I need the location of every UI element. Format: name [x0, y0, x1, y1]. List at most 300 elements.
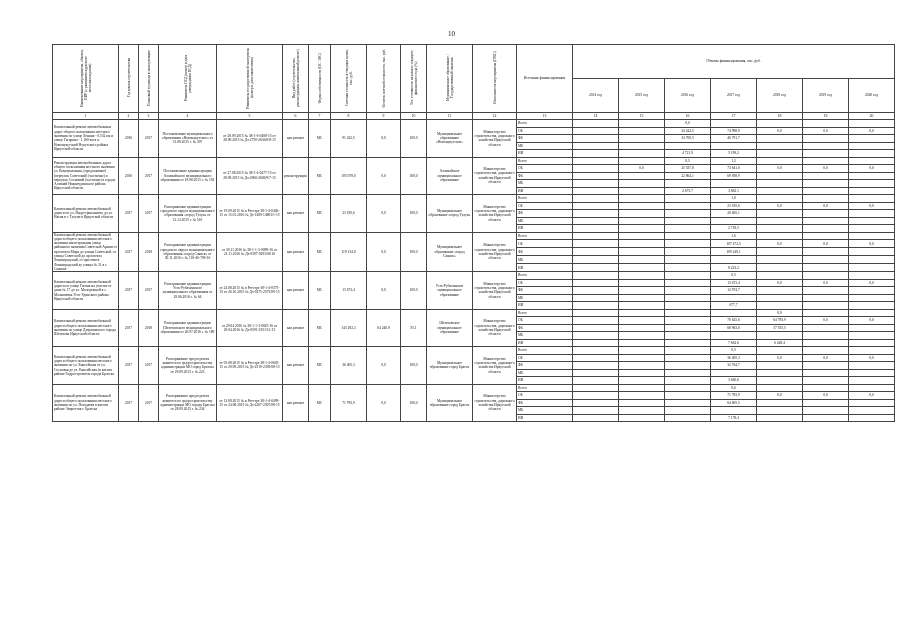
funding-value — [619, 127, 665, 135]
funding-value — [849, 302, 895, 310]
column-number: 11 — [427, 113, 473, 120]
funding-value: 0,5 — [711, 272, 757, 280]
funding-value — [803, 407, 849, 415]
cell-work: кап.ремонт — [283, 272, 309, 310]
financing-table — [52, 44, 895, 422]
funding-value — [803, 248, 849, 256]
funding-value — [711, 142, 757, 150]
funding-value — [803, 377, 849, 385]
funding-value — [757, 135, 803, 143]
funding-value — [757, 150, 803, 158]
cell-own: МС — [309, 384, 331, 422]
cell-name: Капитальный ремонт автомобильной дороги общего пользования местного значения по улице Дзержинского города Шелехова Иркутской области — [53, 309, 119, 347]
source-label: ИИ — [517, 225, 573, 233]
source-label: МБ — [517, 256, 573, 264]
funding-value: 4 721,9 — [665, 150, 711, 158]
funding-value — [665, 324, 711, 332]
funding-value — [573, 232, 619, 240]
funding-value — [849, 407, 895, 415]
cell-name: Капитальный ремонт автомобильной дороги общего пользования местного значения по ул. Енисейская от ул. Сосновая до ул. Енисейская (в жилом районе Гидростроитель города Братска — [53, 347, 119, 385]
funding-value: 3 682,1 — [711, 187, 757, 195]
funding-value — [619, 317, 665, 325]
funding-value — [757, 256, 803, 264]
funding-value — [619, 377, 665, 385]
funding-value — [803, 347, 849, 355]
funding-value — [665, 309, 711, 317]
funding-value: 76 625,6 — [711, 317, 757, 325]
source-label: ОБ — [517, 279, 573, 287]
funding-value — [849, 157, 895, 165]
funding-value — [573, 294, 619, 302]
funding-value: 3 640,6 — [711, 377, 757, 385]
funding-value — [849, 256, 895, 264]
funding-value — [573, 127, 619, 135]
cell-grbs: Министерство строительства, дорожного хозяйства Иркутской области — [473, 347, 517, 385]
funding-value — [757, 362, 803, 370]
funding-value — [619, 256, 665, 264]
funding-value: 1,6 — [711, 232, 757, 240]
funding-value — [665, 399, 711, 407]
table-row — [53, 309, 895, 317]
column-number: 12 — [473, 113, 517, 120]
funding-value — [803, 225, 849, 233]
cell-mo: Алзамайское муниципальное образование — [427, 157, 473, 195]
funding-value — [711, 120, 757, 128]
year-header: 2014 год — [573, 79, 619, 113]
funding-value — [619, 195, 665, 203]
funding-value: 71 783,9 — [711, 392, 757, 400]
funding-value: 34 700,5 — [665, 135, 711, 143]
funding-value: 0,0 — [619, 165, 665, 173]
funding-value: 7 662,6 — [711, 339, 757, 347]
cell-work: кап.ремонт — [283, 232, 309, 272]
source-label: Всего — [517, 272, 573, 280]
funding-value — [849, 264, 895, 272]
funding-value — [665, 339, 711, 347]
source-label: ИИ — [517, 187, 573, 195]
funding-value — [803, 294, 849, 302]
cell-rest: 64 240,9 — [367, 309, 401, 347]
funding-value — [803, 172, 849, 180]
funding-value — [619, 369, 665, 377]
header-label: Исполнитель мероприятия (ГРБС) — [492, 51, 497, 105]
column-number: 5 — [217, 113, 283, 120]
header-cell: Источник финансирования — [517, 45, 573, 113]
funding-value — [665, 317, 711, 325]
funding-value: 32 764,7 — [711, 362, 757, 370]
funding-value: 20 465,1 — [711, 210, 757, 218]
funding-value — [803, 256, 849, 264]
cell-end: 2017 — [139, 120, 159, 158]
funding-value — [849, 248, 895, 256]
funding-value — [803, 180, 849, 188]
funding-value — [849, 347, 895, 355]
funding-value: 34 422,5 — [665, 127, 711, 135]
cell-grbs: Министерство строительства, дорожного хозяйства Иркутской области — [473, 232, 517, 272]
header-label: Остаток сметной стоимости, тыс. руб. — [381, 48, 386, 108]
column-number: 8 — [331, 113, 367, 120]
funding-value: 1,2 — [711, 157, 757, 165]
funding-value — [619, 172, 665, 180]
funding-value — [573, 399, 619, 407]
cell-expertise: от 24.08.2015 № в Реестре 38-1-4-0375-15 от 26.10.2015 № Дз-0375-2575/09-15 — [217, 272, 283, 310]
column-number: 3 — [139, 113, 159, 120]
funding-value — [803, 324, 849, 332]
funding-value — [665, 392, 711, 400]
funding-value — [619, 135, 665, 143]
header-label: Форма собственности (ОС / МС) — [317, 52, 322, 104]
funding-value — [665, 272, 711, 280]
funding-value — [665, 377, 711, 385]
funding-value — [849, 232, 895, 240]
funding-value — [665, 294, 711, 302]
header-cell — [401, 45, 427, 113]
funding-value — [711, 217, 757, 225]
funding-value — [803, 384, 849, 392]
funding-value — [757, 347, 803, 355]
source-label: Всего — [517, 120, 573, 128]
cell-mo: Муниципальное образование «город Тулун» — [427, 195, 473, 233]
funding-value — [803, 362, 849, 370]
year-header: 2020 год — [849, 79, 895, 113]
funding-value: 0,0 — [803, 392, 849, 400]
cell-cost: 91 422,5 — [331, 120, 367, 158]
funding-value — [849, 195, 895, 203]
cell-work: кап.ремонт — [283, 195, 309, 233]
funding-value — [757, 232, 803, 240]
funding-value: 0,0 — [803, 127, 849, 135]
cell-ready: 100,0 — [401, 347, 427, 385]
funding-value — [619, 217, 665, 225]
funding-value — [573, 195, 619, 203]
funding-value — [757, 377, 803, 385]
funding-value — [619, 309, 665, 317]
cell-end: 2017 — [139, 347, 159, 385]
column-number: 16 — [665, 113, 711, 120]
year-header: 2017 год — [711, 79, 757, 113]
funding-value — [757, 172, 803, 180]
funding-value — [619, 248, 665, 256]
funding-value — [573, 210, 619, 218]
funding-value — [803, 195, 849, 203]
funding-value — [665, 347, 711, 355]
funding-value — [573, 392, 619, 400]
cell-cost: 23 185,6 — [331, 195, 367, 233]
funding-value — [757, 120, 803, 128]
funding-value: 64 783,9 — [757, 317, 803, 325]
funding-value: 0,0 — [849, 392, 895, 400]
funding-value — [757, 187, 803, 195]
funding-value — [803, 369, 849, 377]
funding-value: 46 791,7 — [711, 135, 757, 143]
funding-value: 0,0 — [803, 165, 849, 173]
funding-value — [619, 332, 665, 340]
funding-value — [573, 347, 619, 355]
cell-psd: Распоряжение председателя комитета по градостроительству администрации МО города Братска от 28.09.2015 г. № 234 — [159, 384, 217, 422]
cell-ready: 100,0 — [401, 195, 427, 233]
source-label: МБ — [517, 294, 573, 302]
funding-value — [665, 414, 711, 422]
funding-value — [711, 369, 757, 377]
cell-mo: Муниципальное образование город Братск — [427, 384, 473, 422]
cell-work: кап.ремонт — [283, 384, 309, 422]
funding-value — [619, 210, 665, 218]
cell-end: 2017 — [139, 384, 159, 422]
funding-value — [573, 202, 619, 210]
cell-name: Капитальный ремонт автомобильной дороги по улице Гагина на участке от дома № 17 до ул. Молодежной в с. Малышевка Усть-Удинского района Иркутской области — [53, 272, 119, 310]
funding-value: 0,0 — [803, 279, 849, 287]
funding-value — [573, 157, 619, 165]
funding-value — [757, 384, 803, 392]
funding-value — [619, 272, 665, 280]
funding-value: 0,5 — [711, 347, 757, 355]
funding-value: 2 673,7 — [665, 187, 711, 195]
column-number: 14 — [573, 113, 619, 120]
funding-value: 107 472,5 — [711, 240, 757, 248]
funding-value — [619, 294, 665, 302]
funding-value — [619, 354, 665, 362]
funding-value — [711, 309, 757, 317]
funding-value — [619, 407, 665, 415]
funding-value — [757, 142, 803, 150]
source-label: ИИ — [517, 150, 573, 158]
funding-value: 0,0 — [757, 127, 803, 135]
table-row — [53, 384, 895, 392]
cell-cost: 143 292,3 — [331, 309, 367, 347]
funding-value — [803, 135, 849, 143]
cell-grbs: Министерство строительства, дорожного хозяйства Иркутской области — [473, 384, 517, 422]
funding-value — [757, 332, 803, 340]
funding-value — [619, 384, 665, 392]
funding-value: 8 223,2 — [711, 264, 757, 272]
funding-value — [619, 202, 665, 210]
header-cell — [217, 45, 283, 113]
cell-start: 2016 — [119, 120, 139, 158]
funding-value — [573, 120, 619, 128]
funding-value: 73 641,0 — [711, 165, 757, 173]
funding-value — [573, 272, 619, 280]
funding-value: 5 199,2 — [711, 150, 757, 158]
source-label: МБ — [517, 217, 573, 225]
cell-own: МС — [309, 309, 331, 347]
funding-value — [573, 217, 619, 225]
funding-value: 74 998,9 — [711, 127, 757, 135]
source-label: ОБ — [517, 317, 573, 325]
funding-value — [803, 332, 849, 340]
cell-name: Реконструкция автомобильных дорог общего пользования местного значения ул. Коммунальная, (продолжение) (переулок Советский) (частично) и переулок Сосновый (частично) в городе Алзамай Нижнеудинского района Иркутской области — [53, 157, 119, 195]
header-label: Год начала строительства — [126, 58, 131, 98]
funding-value — [711, 180, 757, 188]
funding-value — [849, 172, 895, 180]
funding-value — [573, 279, 619, 287]
funding-value — [619, 339, 665, 347]
funding-value — [619, 279, 665, 287]
cell-work: кап.ремонт — [283, 120, 309, 158]
funding-value — [849, 225, 895, 233]
cell-end: 2018 — [139, 232, 159, 272]
funding-value: 13 672,4 — [711, 279, 757, 287]
source-label: ФБ — [517, 287, 573, 295]
cell-expertise: от 05.08.2015 № в Реестре 38-1-4-0645-15 от 29.09.2015 № Дз-2319-2339/08-15 — [217, 347, 283, 385]
header-label: Сметная стоимость в текущих ценах, тыс. руб. — [344, 49, 353, 107]
year-header: 2016 год — [665, 79, 711, 113]
cell-mo: Усть-Рубахинское муниципальное образование — [427, 272, 473, 310]
funding-value — [573, 332, 619, 340]
cell-name: Капитальный ремонт автомобильных дорог общего пользования местного значения по улице Ленина - 0,532 км и улице Гагарина - 1,160 км в п. Новонукутский Нукутского района Иркутской области — [53, 120, 119, 158]
funding-value — [665, 384, 711, 392]
funding-value — [665, 240, 711, 248]
source-label: МБ — [517, 407, 573, 415]
funding-value — [803, 187, 849, 195]
funding-value: 677,7 — [711, 302, 757, 310]
funding-value — [849, 272, 895, 280]
funding-value: 36 405,3 — [711, 354, 757, 362]
cell-expertise: от 28.09.2015 № 38-1-6-0480-15 от 28.09.2015 № Дз-2750-2636/6/8-15 — [217, 120, 283, 158]
funding-value: 69 958,9 — [711, 172, 757, 180]
funding-value: 0,0 — [849, 240, 895, 248]
funding-value: 23 185,6 — [711, 202, 757, 210]
cell-psd: Распоряжение председателя комитета по градостроительству администрации МО город Братска от 29.09.2015 г. № 223 — [159, 347, 217, 385]
year-header: 2019 год — [803, 79, 849, 113]
funding-value — [849, 120, 895, 128]
source-label: ИИ — [517, 302, 573, 310]
funding-value — [573, 165, 619, 173]
header-cell — [309, 45, 331, 113]
funding-value — [803, 309, 849, 317]
cell-psd: Постановление муниципального образования «Новонукутское» от 31.08.2015 г. № 307 — [159, 120, 217, 158]
funding-value — [573, 317, 619, 325]
funding-value — [665, 232, 711, 240]
funding-value: 0,0 — [757, 392, 803, 400]
funding-value — [665, 180, 711, 188]
funding-value — [849, 414, 895, 422]
cell-own: МС — [309, 157, 331, 195]
funding-value: 0,9 — [757, 309, 803, 317]
funding-value — [573, 256, 619, 264]
funding-value — [619, 150, 665, 158]
column-number: 10 — [401, 113, 427, 120]
funding-value — [849, 332, 895, 340]
source-label: ФБ — [517, 324, 573, 332]
funding-value — [573, 384, 619, 392]
header-label: Реквизиты государственной экспертизы (номер и дата заключения) — [245, 47, 254, 109]
funding-value — [757, 302, 803, 310]
funding-value — [665, 195, 711, 203]
funding-value — [849, 287, 895, 295]
cell-ready: 100,0 — [401, 157, 427, 195]
cell-expertise: от 29.04.2016 № 38-1-1-3-0025-16 от 29.04.2016 № Дз-0591-2551/12-15 — [217, 309, 283, 347]
column-number: 7 — [309, 113, 331, 120]
cell-ready: 100,0 — [401, 272, 427, 310]
funding-value — [665, 332, 711, 340]
funding-value — [757, 195, 803, 203]
cell-own: МС — [309, 195, 331, 233]
header-cell — [119, 45, 139, 113]
funding-value: 0,0 — [757, 279, 803, 287]
funding-header: Объемы финансирования, тыс. руб. — [573, 45, 895, 79]
cell-own: МС — [309, 232, 331, 272]
funding-value: 0,0 — [803, 240, 849, 248]
funding-value — [619, 264, 665, 272]
funding-value — [803, 150, 849, 158]
funding-value — [573, 407, 619, 415]
funding-value — [619, 414, 665, 422]
funding-value: 22 864,1 — [665, 172, 711, 180]
funding-value — [573, 187, 619, 195]
funding-value — [849, 217, 895, 225]
funding-value — [803, 414, 849, 422]
year-header: 2018 год — [757, 79, 803, 113]
funding-value — [757, 217, 803, 225]
funding-value — [619, 399, 665, 407]
funding-value: 12 974,7 — [711, 287, 757, 295]
funding-value — [711, 256, 757, 264]
column-number: 19 — [803, 113, 849, 120]
funding-value — [757, 414, 803, 422]
funding-value — [849, 324, 895, 332]
cell-ready: 55,1 — [401, 309, 427, 347]
cell-rest: 0,0 — [367, 120, 401, 158]
funding-value — [757, 225, 803, 233]
funding-value: 0,0 — [803, 354, 849, 362]
cell-cost: 105 078,0 — [331, 157, 367, 195]
cell-psd: Распоряжение администрации городского округа муниципального образования «город Саянск» от 30.11.2016 г. № 110-46-709-16 — [159, 232, 217, 272]
cell-start: 2017 — [119, 347, 139, 385]
header-cell — [53, 45, 119, 113]
funding-value — [803, 339, 849, 347]
funding-value: 0,0 — [849, 354, 895, 362]
cell-cost: 13 672,4 — [331, 272, 367, 310]
source-label: МБ — [517, 332, 573, 340]
cell-grbs: Министерство строительства, дорожного хозяйства Иркутской области — [473, 272, 517, 310]
cell-start: 2017 — [119, 309, 139, 347]
cell-psd: Постановление администрации Алзамайского муниципального образования от 18.08.2015 г. № 192 — [159, 157, 217, 195]
column-number: 4 — [159, 113, 217, 120]
funding-value: 7 178,4 — [711, 414, 757, 422]
source-label: МБ — [517, 142, 573, 150]
cell-mo: Муниципальное образование «Новонукутское» — [427, 120, 473, 158]
funding-value: 0,0 — [803, 317, 849, 325]
funding-value — [849, 309, 895, 317]
funding-value — [619, 347, 665, 355]
funding-value — [757, 369, 803, 377]
header-cell — [331, 45, 367, 113]
cell-expertise: от 27.08.2015 № 38-1-4-0477-15 от 28.09.2015 № Дз-2960-2606/9/7-15 — [217, 157, 283, 195]
funding-value: 0,5 — [665, 157, 711, 165]
cell-psd: Распоряжение администрации городского округа муниципального образования «город Тулун» от 31.12.2015 г. № 510 — [159, 195, 217, 233]
cell-start: 2017 — [119, 232, 139, 272]
funding-value: 57 555,5 — [757, 324, 803, 332]
cell-rest: 0,0 — [367, 384, 401, 422]
funding-value — [619, 392, 665, 400]
funding-value — [619, 120, 665, 128]
cell-mo: Шелеховское муниципальное образование — [427, 309, 473, 347]
source-label: Всего — [517, 384, 573, 392]
source-label: ОБ — [517, 240, 573, 248]
source-label: МБ — [517, 180, 573, 188]
funding-value — [665, 354, 711, 362]
header-cell — [159, 45, 217, 113]
cell-work: реконструкция — [283, 157, 309, 195]
funding-value: 2 718,5 — [711, 225, 757, 233]
source-label: ФБ — [517, 172, 573, 180]
funding-value: 0,0 — [757, 165, 803, 173]
table-row — [53, 157, 895, 165]
column-number: 13 — [517, 113, 573, 120]
source-label: ФБ — [517, 135, 573, 143]
funding-value — [665, 142, 711, 150]
funding-value — [573, 240, 619, 248]
